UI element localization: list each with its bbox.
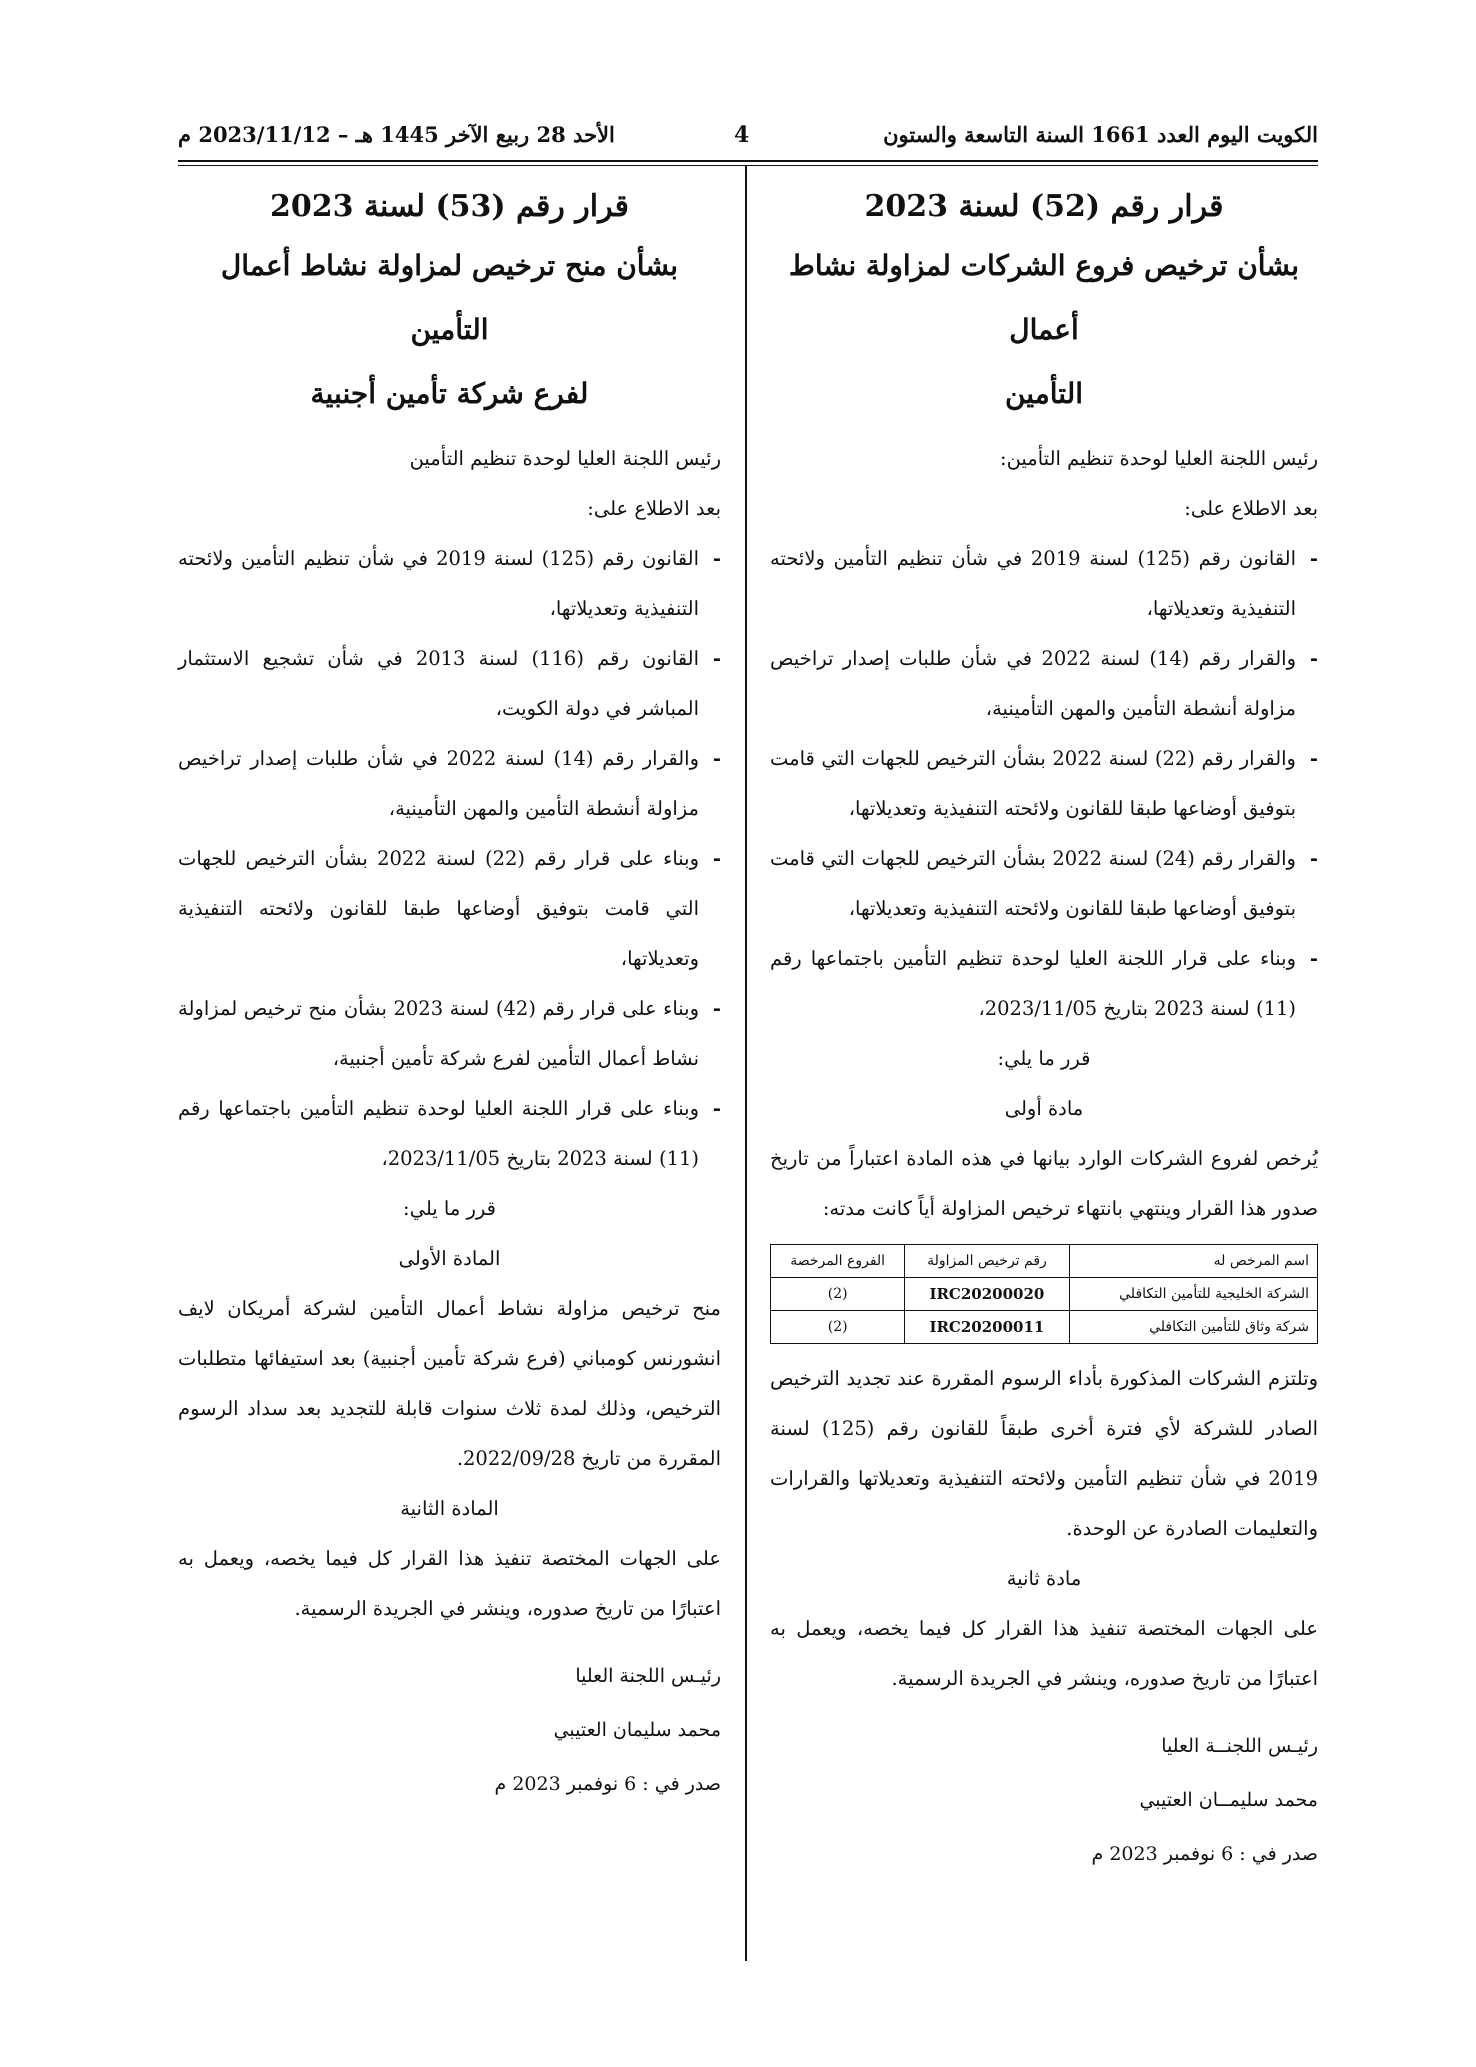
decision-53-decided: قرر ما يلي: [403, 1197, 496, 1220]
decision-53-column [178, 166, 721, 1808]
decision-52-article1-text: يُرخص لفروع الشركات الوارد بيانها في هذه المادة اعتباراً من تاريخ صدور هذا القرار وينتهي بانتهاء ترخيص المزاولة أياً كانت مدته: [770, 1147, 1318, 1220]
table-header-licensee: اسم المرخص له [1069, 1245, 1317, 1278]
table-cell-licensee: شركة وثاق للتأمين التكافلي [1069, 1311, 1317, 1344]
decision-53-title: قرار رقم (53) لسنة 2023 [270, 189, 629, 224]
decision-53-article2-text: على الجهات المختصة تنفيذ هذا القرار كل فيما يخصه، ويعمل به اعتبارًا من تاريخ صدوره، وينشر في الجريدة الرسمية. [178, 1547, 721, 1620]
decision-52-article1-text2: وتلتزم الشركات المذكورة بأداء الرسوم المقررة عند تجديد الترخيص الصادر للشركة لأي فترة أخرى طبقاً للقانون رقم (125) لسنة 2019 في شأن تنظيم التأمين ولائحته التنفيذية وتعديلاتها والقرارات والتعليمات الصادرة عن الوحدة. [770, 1367, 1319, 1540]
decision-52-bullet-5: - وبناء على قرار اللجنة العليا لوحدة تنظيم التأمين باجتماعها رقم (11) لسنة 2023 بتاريخ 2023/11/05، [770, 934, 1318, 1034]
header-issue-info: الكويت اليوم العدد 1661 السنة التاسعة والستون [883, 122, 1318, 147]
decision-52-signature-name: محمد سليمــان العتيبي [1139, 1789, 1318, 1811]
table-row [771, 1278, 1318, 1311]
header-rule-thick [178, 160, 1318, 162]
decision-53-issued-date: صدر في : 6 نوفمبر 2023 م [494, 1773, 721, 1795]
decision-52-bullet-4: - والقرار رقم (24) لسنة 2022 بشأن الترخيص للجهات التي قامت بتوفيق أوضاعها طبقا للقانون ولائحته التنفيذية وتعديلاتها، [770, 834, 1318, 934]
decision-53-after-review: بعد الاطلاع على: [587, 497, 721, 520]
decision-52-title: قرار رقم (52) لسنة 2023 [864, 189, 1224, 224]
table-row [771, 1311, 1318, 1344]
decision-52-subtitle-line1: بشأن ترخيص فروع الشركات لمزاولة نشاط أعمال [788, 249, 1300, 346]
page-header [178, 122, 1318, 158]
page-number: 4 [734, 122, 750, 148]
decision-53-signature-title: رئيـس اللجنة العليا [575, 1665, 721, 1687]
decision-52-after-review: بعد الاطلاع على: [1184, 497, 1318, 520]
decision-52-bullet-2: - والقرار رقم (14) لسنة 2022 في شأن طلبات إصدار تراخيص مزاولة أنشطة التأمين والمهن التأمينية، [770, 634, 1318, 734]
decision-53-subtitle-line2: لفرع شركة تأمين أجنبية [310, 377, 589, 410]
decision-53-subtitle [178, 234, 721, 426]
decision-52-subtitle-line2: التأمين [1004, 377, 1084, 410]
table-header-row [771, 1245, 1318, 1278]
decision-53-bullet-5: - وبناء على قرار رقم (42) لسنة 2023 بشأن منح ترخيص لمزاولة نشاط أعمال التأمين لفرع شركة تأمين أجنبية، [178, 984, 721, 1084]
table-cell-license-number: IRC20200020 [905, 1278, 1069, 1311]
table-cell-license-number: IRC20200011 [905, 1311, 1069, 1344]
decision-53-signature-name: محمد سليمان العتيبي [553, 1719, 721, 1741]
table-header-license-number: رقم ترخيص المزاولة [905, 1245, 1069, 1278]
table-header-branches: الفروع المرخصة [771, 1245, 905, 1278]
decision-52-bullet-1: - القانون رقم (125) لسنة 2019 في شأن تنظيم التأمين ولائحته التنفيذية وتعديلاتها، [770, 534, 1318, 634]
decision-52-article2-text: على الجهات المختصة تنفيذ هذا القرار كل فيما يخصه، ويعمل به اعتبارًا من تاريخ صدوره، وينشر في الجريدة الرسمية. [770, 1617, 1318, 1690]
decision-52-subtitle [770, 234, 1318, 426]
decision-53-article2-title: المادة الثانية [400, 1497, 499, 1520]
decision-53-bullet-2: - القانون رقم (116) لسنة 2013 في شأن تشجيع الاستثمار المباشر في دولة الكويت، [178, 634, 721, 734]
column-divider [745, 166, 747, 1961]
licensed-branches-table [770, 1244, 1318, 1344]
decision-53-bullet-3: - والقرار رقم (14) لسنة 2022 في شأن طلبات إصدار تراخيص مزاولة أنشطة التأمين والمهن التأمينية، [178, 734, 721, 834]
decision-53-issuer: رئيس اللجنة العليا لوحدة تنظيم التأمين [409, 447, 721, 470]
decision-52-signature-title: رئيـس اللجنــة العليا [1161, 1735, 1318, 1757]
decision-52-article1-title: مادة أولى [1004, 1097, 1084, 1120]
decision-53-bullet-6: - وبناء على قرار اللجنة العليا لوحدة تنظيم التأمين باجتماعها رقم (11) لسنة 2023 بتاريخ 2023/11/05، [178, 1084, 721, 1184]
decision-52-column [770, 166, 1318, 1878]
decision-52-bullet-3: - والقرار رقم (22) لسنة 2022 بشأن الترخيص للجهات التي قامت بتوفيق أوضاعها طبقا للقانون ولائحته التنفيذية وتعديلاتها، [770, 734, 1318, 834]
header-date: الأحد 28 ربيع الآخر 1445 هـ – 2023/11/12 م [178, 122, 615, 147]
decision-53-bullet-1: - القانون رقم (125) لسنة 2019 في شأن تنظيم التأمين ولائحته التنفيذية وتعديلاتها، [178, 534, 721, 634]
decision-53-subtitle-line1: بشأن منح ترخيص لمزاولة نشاط أعمال التأمين [220, 249, 679, 346]
table-cell-licensee: الشركة الخليجية للتأمين التكافلي [1069, 1278, 1317, 1311]
table-cell-branches: (2) [771, 1311, 905, 1344]
decision-53-bullet-4: - وبناء على قرار رقم (22) لسنة 2022 بشأن الترخيص للجهات التي قامت بتوفيق أوضاعها طبقا للقانون ولائحته التنفيذية وتعديلاتها، [178, 834, 721, 984]
table-cell-branches: (2) [771, 1278, 905, 1311]
decision-52-decided: قرر ما يلي: [997, 1047, 1091, 1070]
decision-52-issued-date: صدر في : 6 نوفمبر 2023 م [1091, 1843, 1318, 1865]
decision-53-article1-title: المادة الأولى [398, 1247, 501, 1270]
decision-52-issuer: رئيس اللجنة العليا لوحدة تنظيم التأمين: [1000, 447, 1318, 470]
decision-53-article1-text: منح ترخيص مزاولة نشاط أعمال التأمين لشركة أمريكان لايف انشورنس كومباني (فرع شركة تأمين أجنبية) بعد استيفائها متطلبات الترخيص، وذلك لمدة ثلاث سنوات قابلة للتجديد بعد سداد الرسوم المقررة من تاريخ 2022/09/28. [178, 1297, 721, 1470]
decision-52-article2-title: مادة ثانية [1006, 1567, 1082, 1590]
